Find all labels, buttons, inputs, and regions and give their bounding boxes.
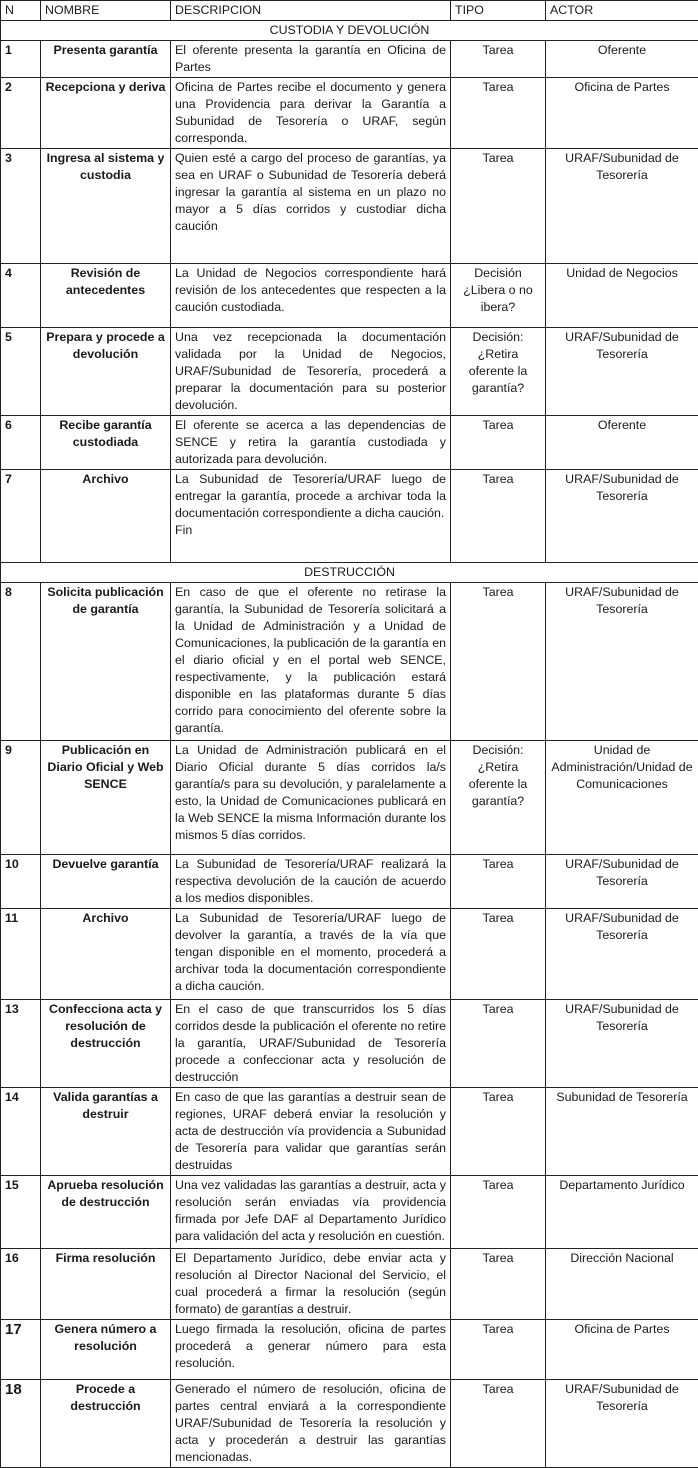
row-tipo: Tarea bbox=[451, 1320, 546, 1380]
row-tipo: Tarea bbox=[451, 149, 546, 264]
row-actor: Oficina de Partes bbox=[546, 1320, 698, 1380]
descripcion-text: La Unidad de Administración publicará en el Diario Oficial durante 5 días corridos la/s garantía/s para su devolución, y paralelamente a esto, la Unidad de Comunicaciones publicará en la Web SENCE la misma Información durante los mismos 5 días corridos. bbox=[175, 743, 446, 842]
row-descripcion bbox=[171, 1380, 451, 1468]
row-number: 3 bbox=[1, 149, 41, 264]
row-descripcion bbox=[171, 149, 451, 264]
row-tipo: Tarea bbox=[451, 1176, 546, 1249]
row-tipo: Tarea bbox=[451, 583, 546, 741]
row-tipo: Decisión ¿Libera o no ibera? bbox=[451, 264, 546, 328]
row-number: 6 bbox=[1, 416, 41, 470]
row-number: 11 bbox=[1, 909, 41, 1000]
row-actor: URAF/Subunidad de Tesorería bbox=[546, 328, 698, 416]
descripcion-text: La Unidad de Negocios correspondiente hará revisión de los antecedentes que respecten a la caución custodiada. bbox=[175, 266, 446, 314]
row-tipo: Tarea bbox=[451, 1380, 546, 1468]
row-nombre: Aprueba resolución de destrucción bbox=[41, 1176, 171, 1249]
header-tipo: TIPO bbox=[451, 1, 546, 21]
row-actor: URAF/Subunidad de Tesorería bbox=[546, 1380, 698, 1468]
descripcion-text: En caso de que las garantías a destruir sean de regiones, URAF deberá enviar la resolución y acta de destrucción vía providencia a Subunidad de Tesorería para validar que garantías serán destruidas bbox=[175, 1090, 446, 1172]
descripcion-text: En el caso de que transcurridos los 5 días corridos desde la publicación el oferente no retire la garantía, URAF/Subunidad de Tesorería procede a confeccionar acta y resolución de destrucción bbox=[175, 1002, 446, 1084]
table-row bbox=[1, 416, 698, 470]
row-descripcion bbox=[171, 78, 451, 149]
row-nombre: Archivo bbox=[41, 470, 171, 563]
descripcion-text: Quien esté a cargo del proceso de garantías, ya sea en URAF o Subunidad de Tesorería deberá ingresar la garantía al sistema en un plazo no mayor a 5 días corridos y custodiar dicha caución bbox=[175, 151, 446, 233]
row-descripcion bbox=[171, 1320, 451, 1380]
descripcion-text: Luego firmada la resolución, oficina de partes procederá a generar número para esta resolución. bbox=[175, 1322, 446, 1370]
row-number: 13 bbox=[1, 1000, 41, 1088]
row-nombre: Prepara y procede a devolución bbox=[41, 328, 171, 416]
section-row bbox=[1, 563, 698, 583]
section-row bbox=[1, 21, 698, 41]
row-descripcion bbox=[171, 328, 451, 416]
row-nombre: Solicita publicación de garantía bbox=[41, 583, 171, 741]
descripcion-text: Una vez recepcionada la documentación validada por la Unidad de Negocios, URAF/Subunidad de Tesorería, procederá a preparar la documentación para su posterior devolución. bbox=[175, 330, 446, 412]
table-row bbox=[1, 855, 698, 909]
table-row bbox=[1, 1000, 698, 1088]
row-actor: URAF/Subunidad de Tesorería bbox=[546, 909, 698, 1000]
row-descripcion bbox=[171, 1000, 451, 1088]
table-row bbox=[1, 909, 698, 1000]
row-nombre: Firma resolución bbox=[41, 1249, 171, 1320]
row-number: 4 bbox=[1, 264, 41, 328]
row-number: 2 bbox=[1, 78, 41, 149]
descripcion-text: En caso de que el oferente no retirase la garantía, la Subunidad de Tesorería solicitará a la Unidad de Administración y a Unidad de Comunicaciones, la publicación de la garantía en el diario oficial y en el portal web SENCE, respectivamente, y la publicación estará disponible en las plataformas durante 5 días corrido para conocimiento del oferente sobre la garantía. bbox=[175, 585, 446, 735]
row-actor: URAF/Subunidad de Tesorería bbox=[546, 1000, 698, 1088]
descripcion-text: El oferente se acerca a las dependencias de SENCE y retira la garantía custodiada y autorizada para devolución. bbox=[175, 418, 446, 466]
row-number: 9 bbox=[1, 741, 41, 855]
row-nombre: Valida garantías a destruir bbox=[41, 1088, 171, 1176]
row-actor: Departamento Jurídico bbox=[546, 1176, 698, 1249]
row-nombre: Revisión de antecedentes bbox=[41, 264, 171, 328]
row-number: 7 bbox=[1, 470, 41, 563]
section-title: CUSTODIA Y DEVOLUCIÓN bbox=[1, 21, 698, 41]
row-descripcion bbox=[171, 741, 451, 855]
row-number: 15 bbox=[1, 1176, 41, 1249]
row-tipo: Tarea bbox=[451, 41, 546, 78]
table-row bbox=[1, 1176, 698, 1249]
row-descripcion bbox=[171, 264, 451, 328]
descripcion-text: La Subunidad de Tesorería/URAF luego de devolver la garantía, a través de la vía que tengan disponible en el momento, procederá a archivar toda la documentación correspondiente a dicha caución. bbox=[175, 911, 446, 993]
descripcion-text: El oferente presenta la garantía en Oficina de Partes bbox=[175, 43, 446, 74]
row-nombre: Ingresa al sistema y custodia bbox=[41, 149, 171, 264]
row-number: 16 bbox=[1, 1249, 41, 1320]
row-nombre: Publicación en Diario Oficial y Web SENCE bbox=[41, 741, 171, 855]
row-tipo: Tarea bbox=[451, 470, 546, 563]
descripcion-text: Generado el número de resolución, oficina de partes central enviará a la correspondiente URAF/Subunidad de Tesorería la resolución y acta y procederán a destruir las garantías mencionadas. bbox=[175, 1382, 446, 1464]
row-actor: Oficina de Partes bbox=[546, 78, 698, 149]
table-row bbox=[1, 78, 698, 149]
row-tipo: Tarea bbox=[451, 1000, 546, 1088]
section-title: DESTRUCCIÓN bbox=[1, 563, 698, 583]
row-nombre: Presenta garantía bbox=[41, 41, 171, 78]
header-descripcion: DESCRIPCION bbox=[171, 1, 451, 21]
row-tipo: Tarea bbox=[451, 1249, 546, 1320]
fin-label: Fin bbox=[175, 522, 446, 539]
descripcion-text: Una vez validadas las garantías a destruir, acta y resolución serán enviadas vía providencia firmada por Jefe DAF al Departamento Jurídico para validación del acta y resolución en cuestión. bbox=[175, 1178, 446, 1243]
row-tipo: Decisión: ¿Retira oferente la garantía? bbox=[451, 328, 546, 416]
descripcion-text: La Subunidad de Tesorería/URAF luego de entregar la garantía, procede a archivar toda la documentación correspondiente a dicha caución. bbox=[175, 472, 446, 520]
row-nombre: Procede a destrucción bbox=[41, 1380, 171, 1468]
row-descripcion bbox=[171, 583, 451, 741]
row-descripcion bbox=[171, 1088, 451, 1176]
row-actor: Dirección Nacional bbox=[546, 1249, 698, 1320]
row-actor: URAF/Subunidad de Tesorería bbox=[546, 855, 698, 909]
row-descripcion bbox=[171, 1176, 451, 1249]
row-number: 10 bbox=[1, 855, 41, 909]
row-descripcion bbox=[171, 1249, 451, 1320]
row-nombre: Recibe garantía custodiada bbox=[41, 416, 171, 470]
row-nombre: Archivo bbox=[41, 909, 171, 1000]
row-tipo: Tarea bbox=[451, 1088, 546, 1176]
row-number: 18 bbox=[1, 1380, 41, 1468]
row-number: 14 bbox=[1, 1088, 41, 1176]
table-row bbox=[1, 1320, 698, 1380]
row-tipo: Decisión: ¿Retira oferente la garantía? bbox=[451, 741, 546, 855]
row-actor: Unidad de Negocios bbox=[546, 264, 698, 328]
table-row bbox=[1, 583, 698, 741]
header-actor: ACTOR bbox=[546, 1, 698, 21]
table-row bbox=[1, 41, 698, 78]
descripcion-text: El Departamento Jurídico, debe enviar acta y resolución al Director Nacional del Servicio, el cual procederá a firmar la resolución (según formato) de garantías a destruir. bbox=[175, 1251, 446, 1316]
table-row bbox=[1, 328, 698, 416]
row-number: 1 bbox=[1, 41, 41, 78]
row-actor: URAF/Subunidad de Tesorería bbox=[546, 470, 698, 563]
descripcion-text: Oficina de Partes recibe el documento y genera una Providencia para derivar la Garantía a Subunidad de Tesorería o URAF, según corresponda. bbox=[175, 80, 446, 145]
table-row bbox=[1, 1088, 698, 1176]
row-actor: Unidad de Administración/Unidad de Comunicaciones bbox=[546, 741, 698, 855]
row-nombre: Confecciona acta y resolución de destrucción bbox=[41, 1000, 171, 1088]
descripcion-text: La Subunidad de Tesorería/URAF realizará la respectiva devolución de la caución de acuerdo a los medios disponibles. bbox=[175, 857, 446, 905]
row-number: 8 bbox=[1, 583, 41, 741]
row-descripcion bbox=[171, 416, 451, 470]
row-nombre: Devuelve garantía bbox=[41, 855, 171, 909]
row-descripcion bbox=[171, 909, 451, 1000]
table-row bbox=[1, 741, 698, 855]
table-row bbox=[1, 470, 698, 563]
row-actor: Subunidad de Tesorería bbox=[546, 1088, 698, 1176]
row-actor: URAF/Subunidad de Tesorería bbox=[546, 583, 698, 741]
row-descripcion bbox=[171, 41, 451, 78]
header-n: N bbox=[1, 1, 41, 21]
row-descripcion bbox=[171, 470, 451, 563]
row-tipo: Tarea bbox=[451, 909, 546, 1000]
table-row bbox=[1, 1380, 698, 1468]
row-tipo: Tarea bbox=[451, 855, 546, 909]
header-row bbox=[1, 1, 698, 21]
row-nombre: Genera número a resolución bbox=[41, 1320, 171, 1380]
row-number: 5 bbox=[1, 328, 41, 416]
table-row bbox=[1, 1249, 698, 1320]
row-actor: Oferente bbox=[546, 416, 698, 470]
row-nombre: Recepciona y deriva bbox=[41, 78, 171, 149]
table-row bbox=[1, 264, 698, 328]
row-actor: Oferente bbox=[546, 41, 698, 78]
table-row bbox=[1, 149, 698, 264]
row-tipo: Tarea bbox=[451, 416, 546, 470]
header-nombre: NOMBRE bbox=[41, 1, 171, 21]
row-tipo: Tarea bbox=[451, 78, 546, 149]
row-number: 17 bbox=[1, 1320, 41, 1380]
row-descripcion bbox=[171, 855, 451, 909]
row-actor: URAF/Subunidad de Tesorería bbox=[546, 149, 698, 264]
